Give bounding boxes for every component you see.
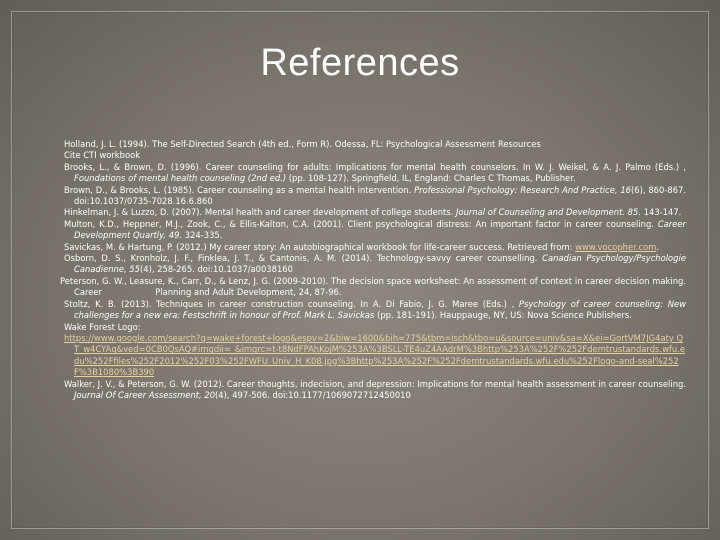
reference-item [60, 275, 689, 299]
reference-item [60, 162, 686, 185]
reference-source: Psychology of career counseling: New challenges for a new era: Festschrift in honour of Prof. Mark L. Savickas [74, 298, 686, 321]
reference-text: Cite CTI workbook [64, 150, 141, 161]
reference-text: (6), 860-867. doi:10.1037/0735-7028.16.6.860 [74, 184, 687, 207]
reference-text: Peterson, G. W., Leasure, K., Carr, D., & Lenz, J. G. (2009-2010). The decision space worksheet: An assessment of context in career decision making. Career Planning and Adult Development, 24, 87-96. [60, 275, 689, 298]
reference-source: Journal Of Career Assessment, 20 [74, 389, 216, 400]
reference-text: 143-147. [641, 207, 682, 218]
slide-title: References [260, 42, 460, 84]
reference-text: (4), 258-265. doi:10.1037/a0038160 [139, 264, 293, 275]
reference-text: Multon, K.D., Heppner, M.J., Zook, C., & Ellis-Kalton, C.A. (2001). Client psychological distress: An important factor in career counseling. [64, 218, 658, 229]
reference-text: Osborn, D. S., Kronholz, J. F., Finklea, J. T., & Cantonis, A. M. (2014). Technology-savvy career counselling. [64, 253, 543, 264]
logo-image-link[interactable]: https://www.google.com/search?q=wake+forest+logo&espv=2&biw=1600&bih=775&tbm=isch&tbo=u&source=univ&sa=X&ei=GortVM7JG4aty QT_w4CYAg&ved=0CB0QsAQ#imgdii=_&imgrc=t-t8NdFPAhKojM%253A%3BSLL-TE4uZ4AAdrM%3Bhttp%253A%252F%252Fdemtrustandards.wfu.edu%252Ffiles%252F2012%252F03%252FWFU_Univ_H_K08.jpg%3Bhttp%253A%252F%252Fdemtrustandards.wfu.edu%252Flogo-and-seal%252F%3B1080%3B390 [64, 332, 685, 378]
reference-text: 324-335. [182, 230, 223, 241]
reference-text: Stoltz, K. B. (2013). Techniques in career construction counseling. In A. Di Fabio, J. G. Maree (Eds.) , [64, 298, 519, 309]
reference-item [60, 207, 686, 218]
reference-text: Brooks, L., & Brown, D. (1996). Career counseling for adults: Implications for mental health counselors. In W. J. Weikel, & A. J. Palmo (Eds.) , [64, 161, 686, 172]
reference-item [60, 185, 686, 208]
reference-text: Wake Forest Logo: [64, 321, 141, 332]
reference-text: Savickas, M. & Hartung, P. (2012.) My career story: An autobiographical workbook for life-career success. Retrieved from: [64, 241, 576, 252]
reference-text: Brown, D., & Brooks, L. (1985). Career counseling as a mental health intervention. [64, 184, 415, 195]
reference-text: . [656, 241, 660, 252]
reference-item [60, 139, 686, 150]
reference-source: Foundations of mental health counseling (2nd ed.) [74, 173, 287, 184]
reference-text: Hinkelman, J. & Luzzo, D. (2007). Mental health and career development of college students. [64, 207, 456, 218]
reference-text: (4), 497-506. doi:10.1177/1069072712450010 [215, 389, 411, 400]
reference-item [60, 242, 686, 253]
reference-item [60, 219, 686, 242]
reference-item [60, 333, 686, 379]
reference-item [60, 150, 686, 161]
reference-source: Journal of Counseling and Development. 85. [456, 207, 641, 218]
reference-text: (pp. 181-191). Hauppauge, NY, US: Nova Science Publishers. [374, 310, 632, 321]
vocopher-link[interactable]: www.vocopher.com [575, 241, 657, 252]
reference-source: Canadian Psychology/Psychologie Canadienne, 55 [74, 253, 686, 275]
reference-list [60, 139, 689, 401]
reference-text: Walker, J. V., & Peterson, G. W. (2012). Career thoughts, indecision, and depression: Implications for mental health assessment in career counseling. [64, 378, 686, 389]
reference-source: Professional Psychology: Research And Practice, 16 [414, 184, 632, 195]
reference-item [60, 299, 686, 322]
reference-item [60, 322, 686, 333]
reference-source: Career Development Quartly, 49. [74, 218, 686, 241]
reference-text: Holland, J. L. (1994). The Self-Directed Search (4th ed., Form R). Odessa, FL: Psychological Assessment Resources [64, 139, 541, 149]
reference-text: (pp. 108-127). Springfield, IL, England: Charles C Thomas, Publisher. [286, 173, 576, 184]
reference-item [60, 379, 686, 402]
reference-item [60, 253, 686, 276]
